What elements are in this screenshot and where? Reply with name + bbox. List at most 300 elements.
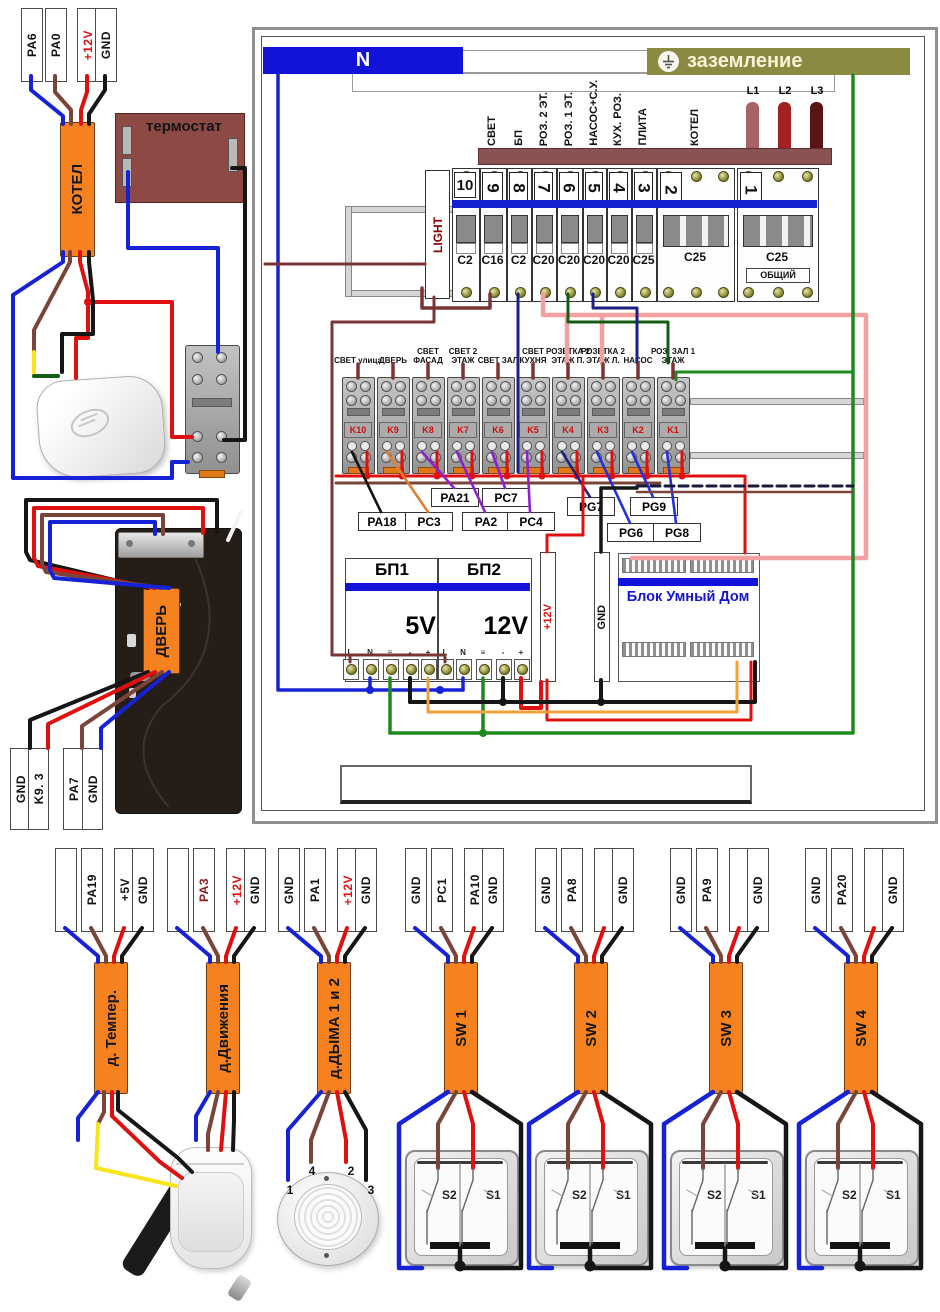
screw-icon [626,395,637,406]
wire-segment [233,1092,234,1150]
cable-label-switch [444,962,478,1094]
screw-icon [626,381,637,392]
switch-s2-label [842,1188,866,1203]
breaker-common-label [746,268,810,283]
thermostat-slot [228,138,238,172]
psu-terminal-label-text: L [347,648,353,657]
wire-segment [737,928,757,962]
wire-segment [78,1092,98,1140]
breaker-toggle [561,215,579,243]
din-rail-relay [690,452,864,459]
screw-icon [500,452,511,463]
switch-s2-text: S2 [707,1188,722,1202]
psu-terminal-label-text: + [518,648,524,657]
screw-icon [430,452,441,463]
screw-icon [216,352,227,363]
switch-s2-label [442,1188,466,1203]
relay-id [624,422,652,438]
cable-label-text: ДВЕРЬ [153,604,170,658]
wire-segment [571,928,586,962]
phase-label-text: L3 [810,85,824,97]
wire-segment [62,252,93,372]
breaker-rating [605,253,632,267]
pin-label [535,848,557,932]
relay-terminal [570,441,580,451]
pin-label [431,848,453,932]
circuit-label [608,84,628,146]
wire-segment [337,928,347,962]
relay-id-text: K4 [562,425,574,435]
pin-label [244,848,266,932]
cable-label-text: SW 3 [717,1009,735,1047]
relay-tag-text: PG8 [664,525,689,540]
circuit-label [534,84,554,146]
screw-icon [465,395,476,406]
switch-s1-label [886,1188,910,1203]
terminal-strip [690,558,754,573]
psu2-title [442,560,526,582]
screw-icon [430,395,441,406]
relay-terminal [592,441,602,451]
pin-label [405,848,427,932]
breaker-toggle [663,215,729,247]
relay-tag-PA18 [358,512,406,531]
relay-tab [557,408,580,416]
temp-probe-tip [227,1274,252,1302]
ground-icon [658,51,679,72]
pin-label-text: GND [409,875,423,905]
wire-segment [34,252,70,352]
smoke-terminal-number [364,1183,378,1197]
terminal-strip [690,642,754,657]
pin-label-text: PA19 [85,874,99,906]
pin-label-text: PA6 [25,33,39,57]
pin-label-text: PA20 [835,874,849,906]
relay-tab [522,408,545,416]
wire-segment [706,928,721,962]
screw-icon [570,452,581,463]
psu1-voltage-text: 5V [405,612,436,640]
relay-clip [348,467,369,474]
wire-segment [80,252,88,302]
breaker-number [454,172,476,198]
switch-s2-text: S2 [442,1188,457,1202]
relay-tag-PG9 [630,497,678,516]
screw-icon [535,395,546,406]
pin-label-text: +5V [118,878,132,902]
screw-icon [521,395,532,406]
pin-label [482,848,504,932]
relay-id [554,422,582,438]
breaker-rating-text: C20 [532,253,555,267]
controller-title [620,589,756,609]
screw-icon [461,287,472,298]
breaker-rating-text: C2 [457,253,473,267]
cable-label-text: д. Темпер. [102,989,120,1067]
screw-icon [381,381,392,392]
screw-icon [675,395,686,406]
relay-id-text: K3 [597,425,609,435]
light-module-label: LIGHT [430,216,445,253]
switch-common-bar [560,1242,620,1249]
pin-label [355,848,377,932]
breaker-number-text: 2 [662,185,681,195]
screw-icon [500,395,511,406]
breaker-toggle [636,215,653,243]
switch-s1-label [486,1188,510,1203]
psu-terminal-label-text: N [460,648,466,657]
relay-clip [383,467,404,474]
relay-circuit-text: НАСОС [623,356,653,366]
screw-icon [381,395,392,406]
screw-icon [556,452,567,463]
wire-segment [545,928,578,962]
bus-12v-label: +12V [542,604,554,630]
screw-icon [395,381,406,392]
psu2-voltage-text: 12V [483,612,528,640]
screw-icon [192,452,203,463]
relay-circuit-text: СВЕТ ЗАЛ [477,356,519,366]
screw-icon [346,395,357,406]
screw-icon [381,452,392,463]
switch-s1-label [616,1188,640,1203]
pin-label [63,748,84,830]
breaker-rating-text: C20 [607,253,630,267]
circuit-label [584,80,604,146]
relay-clip [558,467,579,474]
ground-glyph [658,51,679,72]
circuit-label-text: КУХ. РОЗ. [612,93,624,146]
wire-segment [337,1092,346,1162]
screw-icon [718,171,729,182]
switch-common-bar [430,1242,490,1249]
breaker-toggle [484,215,503,243]
screw-icon [570,381,581,392]
relay-terminal [382,441,392,451]
smoke-terminal-number [283,1183,297,1197]
motion-sensor-seam [176,1163,244,1165]
pin-label [805,848,827,932]
pin-label-text: GND [85,774,100,804]
relay-tag-PG7 [567,497,615,516]
cable-label-text: SW 2 [582,1009,600,1047]
psu-terminal-label-text: - [501,648,505,657]
relay-id-text: K1 [667,425,679,435]
breaker-rating-text: C25 [765,250,788,264]
psu1-title-text: БП1 [375,560,409,579]
smoke-terminal-number-text: 4 [308,1164,316,1178]
switch-s2-label [707,1188,731,1203]
screw-icon [535,381,546,392]
circuit-label-text: СВЕТ [486,116,498,146]
relay-tag-PC3 [405,512,453,531]
wire-segment [464,928,474,962]
psu-terminal-label-text: + [425,648,431,657]
psu-terminal-label-text: N [367,648,373,657]
wire-segment [76,302,88,378]
switch-common-bar [830,1242,890,1249]
wire-segment [864,928,874,962]
controller-title-text: Блок Умный Дом [626,589,750,605]
pin-label-text: PA8 [565,878,579,902]
relay-terminal [347,441,357,451]
wire-segment [203,928,218,962]
breaker-rating [478,253,507,267]
relay-tag-PC7 [482,488,530,507]
relay-terminal [535,441,545,451]
pin-label [55,848,77,932]
pin-label-text: GND [359,875,373,905]
wire-segment [226,928,236,962]
relay-circuit-text: ДВЕРЬ [379,356,407,366]
screw-icon [691,171,702,182]
cable-label-text: SW 4 [852,1009,870,1047]
screw-icon [591,452,602,463]
breaker-number-text: 1 [742,185,761,195]
relay-circuit-text: СВЕТ улица [334,356,382,366]
screw-icon [216,431,227,442]
thermostat-slot [122,158,132,187]
screw-icon [517,664,528,675]
screw-icon [416,395,427,406]
cable-label-switch [709,962,743,1094]
screw-icon [591,381,602,392]
breaker-number-text: 6 [560,183,579,193]
aux-relay-tab [192,398,232,407]
relay-tab [627,408,650,416]
screw-icon [360,452,371,463]
pin-label [882,848,904,932]
relay-id-text: K6 [492,425,504,435]
relay-clip [418,467,439,474]
screw-icon [661,381,672,392]
screw-icon [192,374,203,385]
relay-id [659,422,687,438]
relay-terminal [417,441,427,451]
pin-label-text: GND [751,875,765,905]
pin-label-text: GND [282,875,296,905]
pin-label-text: PA0 [49,33,63,57]
switch-s2-text: S2 [572,1188,587,1202]
psu-terminal-label [495,648,511,658]
relay-clip [523,467,544,474]
relay-tag-text: PG7 [578,499,603,514]
psu2-voltage [474,612,528,644]
screw-icon [451,395,462,406]
cable-duct [340,765,752,804]
bus-gnd-label: GND [596,604,608,630]
breaker-rating [630,253,657,267]
relay-tag-text: PG6 [618,525,643,540]
psu-terminal-label [437,648,453,658]
relay-id-text: K7 [457,425,469,435]
breaker-rating-text: C16 [481,253,504,267]
breaker-toggle [536,215,553,243]
screw-icon [465,452,476,463]
relay-tab [452,408,475,416]
screw-icon [486,452,497,463]
relay-tab [417,408,440,416]
psu-terminal-label-text: - [408,648,412,657]
screw-icon [773,287,784,298]
screw-icon [395,452,406,463]
aux-relay-clip [199,470,225,478]
screw-icon [424,664,435,675]
psu-terminal-label [475,648,491,658]
thermostat-label-text: термостат [146,118,222,135]
relay-terminal [640,441,650,451]
screw-icon [515,287,526,298]
pin-label-text: GND [886,875,900,905]
din-rail-relay [690,398,864,405]
relay-tag-text: PC3 [417,514,441,529]
wire-segment [441,928,456,962]
psu2-title-text: БП2 [467,560,501,579]
wire-segment [345,928,365,962]
door-keyhole [129,688,136,698]
screw-icon [565,287,576,298]
screw-icon [556,381,567,392]
pin-label-text: GND [539,875,553,905]
relay-id-text: K10 [349,425,367,435]
pin-label [304,848,326,932]
relay-circuit-text: СВЕТ КУХНЯ [519,347,547,366]
switch-top-shadow [682,1161,768,1164]
pin-label [696,848,718,932]
relay-id [379,422,407,438]
pin-label-text: +12V [341,874,355,906]
screw-icon [640,381,651,392]
relay-clip [453,467,474,474]
breaker-number-text: 4 [609,183,629,193]
switch-s1-label [751,1188,775,1203]
relay-tag-PA21 [431,488,479,507]
pin-label [28,748,49,830]
junction-dot [84,298,92,306]
screw-icon [640,452,651,463]
wire-segment [602,928,622,962]
screw-icon [346,452,357,463]
breaker-number-text: 10 [456,176,474,194]
screw-icon [406,664,417,675]
screw-icon [626,452,637,463]
relay-tab [382,408,405,416]
breaker-rating-text: C25 [683,250,706,264]
screw-icon [489,287,500,298]
relay-clip [628,467,649,474]
pin-label-text: K9. 3 [31,773,46,805]
relay-terminal [360,441,370,451]
wire-segment [208,1092,218,1150]
pin-label-text: PA3 [197,878,211,902]
breaker-number-text: 3 [634,183,654,193]
relay-terminal [557,441,567,451]
screw-icon [366,664,377,675]
psu-blue-strip [345,583,530,591]
breaker-rating [655,250,735,264]
screw-icon [605,381,616,392]
relay-circuit-label [648,342,698,366]
pin-label [831,848,853,932]
pin-label-text: +12V [230,874,244,906]
screw-icon [663,287,674,298]
relay-circuit-text: РОЗ. ЗАЛ 1 ЭТАЖ [650,347,696,366]
screw-icon [360,381,371,392]
screw-icon [675,452,686,463]
screw-icon [479,664,490,675]
pin-label-text: +12V [81,29,95,61]
wire-segment [234,928,254,962]
wire-segment [415,928,448,962]
switch-s1-text: S1 [486,1188,501,1202]
screw-icon [486,381,497,392]
pin-label-text: PA7 [66,777,81,801]
breaker-number-text: 9 [483,183,503,193]
psu1-voltage [386,612,436,644]
breaker-toggle [587,215,603,243]
relay-id-text: K5 [527,425,539,435]
relay-tab [487,408,510,416]
relay-tag-text: PA18 [367,514,397,529]
breaker-toggle [611,215,628,243]
wire-segment [311,1092,329,1162]
relay-clip [593,467,614,474]
circuit-label [685,84,705,146]
psu-terminal-label-text: ≡ [480,648,486,657]
screw-icon [416,452,427,463]
pin-label-text: GND [809,875,823,905]
pin-label-text: GND [248,875,262,905]
door-lock [127,634,136,647]
wire-segment [122,928,142,962]
psu-terminal-label [420,648,436,658]
breaker-rating [555,253,583,267]
pin-label-text: GND [13,774,28,804]
circuit-label [482,84,502,146]
switch-top-shadow [817,1161,903,1164]
cable-label-door [143,588,180,674]
screw-icon [465,381,476,392]
wire-segment [594,928,604,962]
cable-label-switch [844,962,878,1094]
circuit-label-text: РОЗ. 2 ЭТ. [538,91,550,146]
psu-terminal-label [402,648,418,658]
screw-icon [451,452,462,463]
screw-icon [192,431,203,442]
switch-top-shadow [547,1161,633,1164]
screw-icon [192,352,203,363]
screw-icon [451,381,462,392]
cable-label-text: д.ДЫМА 1 и 2 [325,977,343,1079]
wire-segment [91,928,106,962]
wire-segment [841,928,856,962]
psu-terminal-label [513,648,529,658]
wire-segment [680,928,713,962]
circuit-label [633,84,653,146]
switch-top-shadow [417,1161,503,1164]
wire-segment [177,928,210,962]
cable-label-switch [574,962,608,1094]
breaker-blue-strip [452,200,817,208]
relay-clip [488,467,509,474]
screw-icon [615,287,626,298]
neutral-bus-label: N [355,49,371,71]
wire-segment [114,928,124,962]
breaker-rating [530,253,557,267]
wire-segment [81,76,87,124]
relay-tag-text: PG9 [641,499,666,514]
switch-s1-text: S1 [616,1188,631,1202]
